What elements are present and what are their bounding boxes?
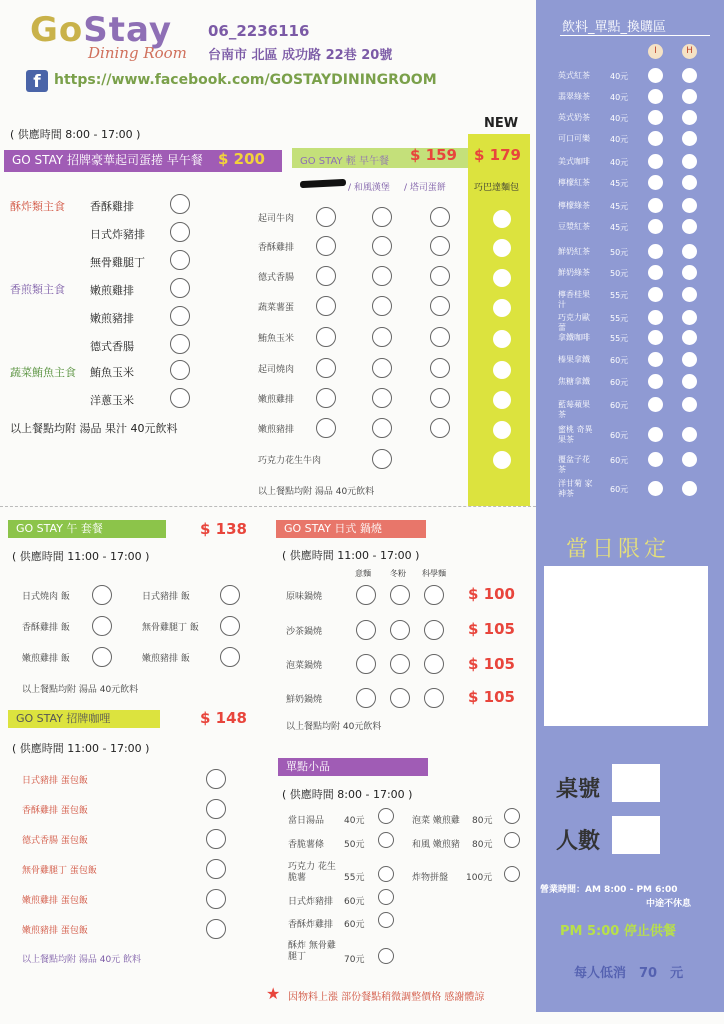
light-checkbox[interactable] (430, 388, 450, 408)
pot-item: 鮮奶鍋燒 (286, 695, 323, 705)
drink-hot-checkbox[interactable] (682, 265, 697, 280)
deluxe-checkbox[interactable] (170, 278, 190, 298)
last-order: PM 5:00 停止供餐 (560, 924, 676, 939)
light-item: 嫩煎雞排 (258, 395, 295, 405)
deluxe-checkbox[interactable] (170, 388, 190, 408)
side-price: 100元 (466, 873, 493, 883)
deluxe-checkbox[interactable] (170, 194, 190, 214)
light-checkbox[interactable] (430, 418, 450, 438)
new-checkbox[interactable] (493, 361, 511, 379)
side-price: 60元 (344, 920, 365, 930)
pot-title: GO STAY 日式 鍋燒 (276, 520, 426, 538)
people-count-box[interactable] (612, 816, 660, 854)
set-meal-checkbox[interactable] (220, 647, 240, 667)
light-checkbox[interactable] (316, 388, 336, 408)
drinks-title: 飲料_單點_換購區 (562, 20, 667, 35)
drink-name: 美式咖啡 (558, 157, 590, 166)
set-meal-item: 無骨雞腿丁 飯 (142, 623, 199, 633)
deluxe-checkbox[interactable] (170, 222, 190, 242)
drink-ice-checkbox[interactable] (648, 219, 663, 234)
pot-hours: ( 供應時間 11:00 - 17:00 ) (282, 549, 420, 562)
new-checkbox[interactable] (493, 451, 511, 469)
drink-ice-checkbox[interactable] (648, 110, 663, 125)
drink-price: 50元 (610, 248, 629, 257)
address: 台南市 北區 成功路 22巷 20號 (208, 48, 393, 63)
pot-checkbox[interactable] (424, 688, 444, 708)
set-meal-item: 嫩煎雞排 飯 (22, 654, 70, 664)
drink-price: 55元 (610, 291, 629, 300)
light-checkbox[interactable] (316, 418, 336, 438)
deluxe-checkbox[interactable] (170, 250, 190, 270)
drink-ice-checkbox[interactable] (648, 68, 663, 83)
side-price: 80元 (472, 816, 493, 826)
light-col-burger: / 和風漢堡 (348, 183, 390, 193)
drink-ice-checkbox[interactable] (648, 352, 663, 367)
light-item: 起司牛肉 (258, 214, 295, 224)
curry-checkbox[interactable] (206, 799, 226, 819)
drink-hot-checkbox[interactable] (682, 352, 697, 367)
new-checkbox[interactable] (493, 421, 511, 439)
side-item: 泡菜 嫩煎雞 (412, 816, 460, 826)
curry-hours: ( 供應時間 11:00 - 17:00 ) (12, 742, 150, 755)
drink-name: 鮮奶綠茶 (558, 268, 590, 277)
light-col-taco: / 塔司蛋餅 (404, 183, 446, 193)
drink-name: 洋甘菊 家神茶 (558, 479, 593, 498)
drink-ice-checkbox[interactable] (648, 452, 663, 467)
light-checkbox[interactable] (372, 236, 392, 256)
deluxe-item: 嫩煎雞排 (90, 284, 134, 297)
drink-ice-checkbox[interactable] (648, 287, 663, 302)
drink-price: 60元 (610, 431, 629, 440)
people-label: 人數 (556, 829, 601, 854)
light-checkbox[interactable] (430, 327, 450, 347)
drinks-title-underline (560, 35, 710, 36)
drink-price: 40元 (610, 158, 629, 167)
pot-checkbox[interactable] (356, 585, 376, 605)
pot-checkbox[interactable] (390, 585, 410, 605)
drink-price: 60元 (610, 456, 629, 465)
side-checkbox[interactable] (378, 808, 394, 824)
curry-item: 德式香腸 蛋包飯 (22, 836, 88, 846)
pot-checkbox[interactable] (390, 620, 410, 640)
deluxe-title-bar (4, 150, 282, 172)
curry-checkbox[interactable] (206, 889, 226, 909)
drink-name: 英式奶茶 (558, 113, 590, 122)
drink-name: 檸香桂果汁 (558, 290, 590, 309)
pot-checkbox[interactable] (390, 654, 410, 674)
drink-price: 45元 (610, 223, 629, 232)
special-title: 當日限定 (566, 537, 671, 562)
new-col-ciabatta: 巧巴達麵包 (474, 183, 520, 193)
pot-item: 原味鍋燒 (286, 592, 323, 602)
drink-price: 40元 (610, 114, 629, 123)
drink-price: 50元 (610, 269, 629, 278)
drink-hot-checkbox[interactable] (682, 374, 697, 389)
light-item: 德式香腸 (258, 273, 295, 283)
side-checkbox[interactable] (378, 948, 394, 964)
pot-checkbox[interactable] (390, 688, 410, 708)
light-checkbox[interactable] (316, 296, 336, 316)
section-divider (0, 506, 536, 507)
light-title: GO STAY 輕 早午餐 (300, 156, 390, 167)
deluxe-checkbox[interactable] (170, 360, 190, 380)
pot-checkbox[interactable] (356, 620, 376, 640)
drink-hot-checkbox[interactable] (682, 427, 697, 442)
pot-note: 以上餐點均附 40元飲料 (286, 722, 382, 732)
group-label-fried: 酥炸類主食 (10, 200, 65, 213)
light-item: 鮪魚玉米 (258, 334, 295, 344)
curry-note: 以上餐點均附 湯品 40元 飲料 (22, 955, 142, 965)
deluxe-checkbox[interactable] (170, 334, 190, 354)
side-item: 炸物拼盤 (412, 873, 449, 883)
drink-price: 55元 (610, 334, 629, 343)
table-number-box[interactable] (612, 764, 660, 802)
curry-item: 嫩煎豬排 蛋包飯 (22, 926, 88, 936)
deluxe-title: GO STAY 招牌豪華起司蛋捲 早午餐 (12, 153, 203, 167)
drink-price: 40元 (610, 135, 629, 144)
drink-ice-checkbox[interactable] (648, 330, 663, 345)
sides-hours: ( 供應時間 8:00 - 17:00 ) (282, 788, 413, 801)
curry-item: 嫩煎雞排 蛋包飯 (22, 896, 88, 906)
drink-hot-checkbox[interactable] (682, 154, 697, 169)
side-price: 40元 (344, 816, 365, 826)
col-h-marker: H (682, 44, 697, 59)
curry-price: $ 148 (200, 709, 247, 727)
curry-item: 香酥雞排 蛋包飯 (22, 806, 88, 816)
new-checkbox[interactable] (493, 391, 511, 409)
light-item: 起司燒肉 (258, 365, 295, 375)
table-label: 桌號 (556, 777, 601, 802)
drink-hot-checkbox[interactable] (682, 310, 697, 325)
drink-name: 拿鐵咖啡 (558, 333, 590, 342)
drink-name: 鮮奶紅茶 (558, 247, 590, 256)
drink-ice-checkbox[interactable] (648, 397, 663, 412)
set-meal-price: $ 138 (200, 520, 247, 538)
drink-name: 可口可樂 (558, 134, 590, 143)
drink-name: 藍莓蘋果茶 (558, 400, 590, 419)
deluxe-item: 無骨雞腿丁 (90, 256, 145, 269)
drink-ice-checkbox[interactable] (648, 244, 663, 259)
drink-ice-checkbox[interactable] (648, 154, 663, 169)
new-checkbox[interactable] (493, 210, 511, 228)
pot-col: 科學麵 (422, 569, 446, 578)
light-price: $ 159 (410, 146, 457, 164)
light-item: 蔬菜薯蛋 (258, 303, 295, 313)
drink-name: 豆漿紅茶 (558, 222, 590, 231)
side-checkbox[interactable] (378, 832, 394, 848)
sides-title: 單點小品 (278, 758, 428, 776)
footer-note: 因物料上漲 部份餐點稍微調整價格 感謝體諒 (288, 992, 485, 1003)
light-checkbox[interactable] (372, 266, 392, 286)
side-price: 50元 (344, 840, 365, 850)
drink-name: 蜜桃 奇異果茶 (558, 425, 593, 444)
drink-price: 60元 (610, 485, 629, 494)
redacted-mark (300, 179, 346, 188)
drink-name: 英式紅茶 (558, 71, 590, 80)
drink-name: 榛果拿鐵 (558, 355, 590, 364)
drink-ice-checkbox[interactable] (648, 427, 663, 442)
drink-hot-checkbox[interactable] (682, 397, 697, 412)
pot-item: 泡菜鍋燒 (286, 661, 323, 671)
pot-checkbox[interactable] (424, 585, 444, 605)
set-meal-checkbox[interactable] (92, 585, 112, 605)
light-checkbox[interactable] (372, 207, 392, 227)
drink-name: 檸檬紅茶 (558, 178, 590, 187)
side-checkbox[interactable] (378, 912, 394, 928)
side-item: 香脆薯條 (288, 840, 325, 850)
pot-checkbox[interactable] (424, 620, 444, 640)
light-checkbox[interactable] (430, 207, 450, 227)
set-meal-item: 香酥雞排 飯 (22, 623, 70, 633)
drink-hot-checkbox[interactable] (682, 131, 697, 146)
side-item: 日式炸豬排 (288, 897, 334, 907)
light-item: 巧克力花生牛肉 (258, 456, 322, 466)
light-checkbox[interactable] (372, 388, 392, 408)
deluxe-item: 洋蔥玉米 (90, 394, 134, 407)
drink-price: 60元 (610, 356, 629, 365)
no-break-note: 中途不休息 (646, 899, 692, 909)
deluxe-item: 鮪魚玉米 (90, 366, 134, 379)
light-item: 嫩煎豬排 (258, 425, 295, 435)
facebook-icon: f (26, 70, 48, 92)
drink-hot-checkbox[interactable] (682, 287, 697, 302)
pot-col: 意麵 (355, 569, 371, 578)
drink-hot-checkbox[interactable] (682, 110, 697, 125)
pot-checkbox[interactable] (356, 654, 376, 674)
light-checkbox[interactable] (316, 358, 336, 378)
light-checkbox[interactable] (372, 449, 392, 469)
side-item: 香酥炸雞排 (288, 920, 334, 930)
set-meal-checkbox[interactable] (92, 647, 112, 667)
new-checkbox[interactable] (493, 239, 511, 257)
deluxe-price: $ 200 (218, 150, 265, 168)
drink-ice-checkbox[interactable] (648, 265, 663, 280)
logo-subtitle: Dining Room (88, 44, 187, 62)
set-meal-item: 嫩煎豬排 飯 (142, 654, 190, 664)
breakfast-hours: ( 供應時間 8:00 - 17:00 ) (10, 128, 141, 141)
pot-item: 沙茶鍋燒 (286, 627, 323, 637)
deluxe-item: 嫩煎豬排 (90, 312, 134, 325)
new-price: $ 179 (474, 146, 521, 164)
drink-ice-checkbox[interactable] (648, 89, 663, 104)
drink-price: 45元 (610, 202, 629, 211)
side-checkbox[interactable] (504, 866, 520, 882)
drink-hot-checkbox[interactable] (682, 175, 697, 190)
side-checkbox[interactable] (378, 866, 394, 882)
pot-price: $ 105 (468, 620, 515, 638)
set-meal-checkbox[interactable] (92, 616, 112, 636)
drink-hot-checkbox[interactable] (682, 219, 697, 234)
curry-checkbox[interactable] (206, 859, 226, 879)
phone: 06_2236116 (208, 22, 310, 40)
new-checkbox[interactable] (493, 299, 511, 317)
light-checkbox[interactable] (316, 327, 336, 347)
star-icon: ★ (266, 984, 281, 1003)
light-checkbox[interactable] (430, 296, 450, 316)
pot-price: $ 105 (468, 655, 515, 673)
drink-name: 焦糖拿鐵 (558, 377, 590, 386)
drink-name: 巧克力歐蕾 (558, 313, 590, 332)
side-checkbox[interactable] (378, 889, 394, 905)
side-item: 巧克力 花生脆薯 (288, 862, 336, 883)
side-checkbox[interactable] (504, 808, 520, 824)
pot-price: $ 105 (468, 688, 515, 706)
light-checkbox[interactable] (430, 236, 450, 256)
light-checkbox[interactable] (316, 236, 336, 256)
drink-ice-checkbox[interactable] (648, 310, 663, 325)
set-meal-note: 以上餐點均附 湯品 40元飲料 (22, 685, 139, 695)
light-checkbox[interactable] (430, 266, 450, 286)
curry-checkbox[interactable] (206, 829, 226, 849)
pot-checkbox[interactable] (356, 688, 376, 708)
side-price: 60元 (344, 897, 365, 907)
drink-price: 45元 (610, 179, 629, 188)
light-item: 香酥雞排 (258, 243, 295, 253)
light-checkbox[interactable] (372, 418, 392, 438)
drink-ice-checkbox[interactable] (648, 374, 663, 389)
drink-hot-checkbox[interactable] (682, 89, 697, 104)
light-checkbox[interactable] (316, 266, 336, 286)
col-i-marker: I (648, 44, 663, 59)
drink-hot-checkbox[interactable] (682, 244, 697, 259)
drink-hot-checkbox[interactable] (682, 330, 697, 345)
new-checkbox[interactable] (493, 330, 511, 348)
side-item: 和風 嫩煎豬 (412, 840, 460, 850)
pot-checkbox[interactable] (424, 654, 444, 674)
set-meal-checkbox[interactable] (220, 585, 240, 605)
light-note: 以上餐點均附 湯品 40元飲料 (258, 487, 375, 497)
light-checkbox[interactable] (372, 296, 392, 316)
deluxe-note: 以上餐點均附 湯品 果汁 40元飲料 (10, 422, 178, 435)
drink-price: 55元 (610, 314, 629, 323)
business-hours: 營業時間：AM 8:00 - PM 6:00 (540, 885, 678, 895)
drink-ice-checkbox[interactable] (648, 131, 663, 146)
drink-hot-checkbox[interactable] (682, 68, 697, 83)
drink-name: 覆盆子花茶 (558, 455, 590, 474)
deluxe-item: 香酥雞排 (90, 200, 134, 213)
special-box (544, 566, 708, 726)
deluxe-item: 德式香腸 (90, 340, 134, 353)
curry-item: 日式豬排 蛋包飯 (22, 776, 88, 786)
curry-title: GO STAY 招牌咖哩 (8, 710, 160, 728)
drink-price: 40元 (610, 72, 629, 81)
group-label-pan: 香煎類主食 (10, 283, 65, 296)
light-checkbox[interactable] (372, 327, 392, 347)
deluxe-item: 日式炸豬排 (90, 228, 145, 241)
side-price: 70元 (344, 955, 365, 965)
curry-checkbox[interactable] (206, 769, 226, 789)
drink-price: 60元 (610, 378, 629, 387)
side-price: 55元 (344, 873, 365, 883)
light-checkbox[interactable] (372, 358, 392, 378)
drink-price: 40元 (610, 93, 629, 102)
set-meal-item: 日式燒肉 飯 (22, 592, 70, 602)
side-price: 80元 (472, 840, 493, 850)
set-meal-item: 日式豬排 飯 (142, 592, 190, 602)
deluxe-checkbox[interactable] (170, 306, 190, 326)
min-charge: 每人低消 70 元 (574, 966, 684, 981)
logo-stay: Stay (83, 10, 173, 50)
drink-price: 60元 (610, 401, 629, 410)
group-label-veg: 蔬菜鮪魚主食 (10, 366, 76, 379)
pot-price: $ 100 (468, 585, 515, 603)
facebook-url[interactable]: https://www.facebook.com/GOSTAYDININGROOM (54, 72, 437, 88)
set-meal-hours: ( 供應時間 11:00 - 17:00 ) (12, 550, 150, 563)
pot-col: 冬粉 (390, 569, 406, 578)
drink-hot-checkbox[interactable] (682, 481, 697, 496)
drink-ice-checkbox[interactable] (648, 175, 663, 190)
set-meal-title: GO STAY 午 套餐 (8, 520, 166, 538)
drink-name: 檸檬綠茶 (558, 201, 590, 210)
side-item: 當日湯品 (288, 816, 325, 826)
light-checkbox[interactable] (430, 358, 450, 378)
drink-name: 翡翠綠茶 (558, 92, 590, 101)
drink-ice-checkbox[interactable] (648, 198, 663, 213)
drink-hot-checkbox[interactable] (682, 198, 697, 213)
new-label: NEW (484, 116, 519, 131)
drink-hot-checkbox[interactable] (682, 452, 697, 467)
new-checkbox[interactable] (493, 269, 511, 287)
curry-checkbox[interactable] (206, 919, 226, 939)
drink-ice-checkbox[interactable] (648, 481, 663, 496)
set-meal-checkbox[interactable] (220, 616, 240, 636)
curry-item: 無骨雞腿丁 蛋包飯 (22, 866, 97, 876)
side-checkbox[interactable] (504, 832, 520, 848)
logo-go: Go (30, 10, 84, 50)
light-checkbox[interactable] (316, 207, 336, 227)
side-item: 酥炸 無骨雞腿丁 (288, 941, 336, 962)
